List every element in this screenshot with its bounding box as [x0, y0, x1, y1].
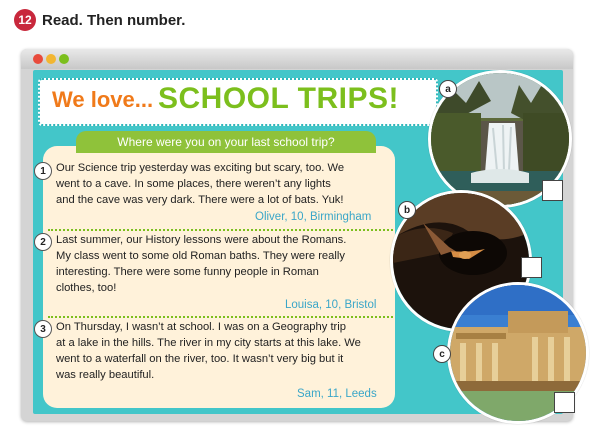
- answer-box-c[interactable]: [554, 392, 575, 413]
- entry-number-2: 2: [34, 233, 52, 251]
- entry-line: Last summer, our History lessons were about the Romans.: [56, 234, 347, 246]
- entry-line: On Thursday, I wasn’t at school. I was on a Geography trip: [56, 321, 346, 333]
- entry-line: went to a cave. In some places, there weren’t any lights: [56, 178, 331, 190]
- answer-box-a[interactable]: [542, 180, 563, 201]
- close-dot-icon: [33, 54, 43, 64]
- title-part1: We love...: [52, 87, 154, 112]
- entry-line: clothes, too!: [56, 282, 117, 294]
- answer-box-b[interactable]: [521, 257, 542, 278]
- question-tab: Where were you on your last school trip?: [76, 131, 376, 153]
- entry-line: at a lake in the hills. The river in my city starts at this lake. We: [56, 337, 361, 349]
- photo-letter-b: b: [398, 201, 416, 219]
- entry-2-author: Louisa, 10, Bristol: [285, 299, 377, 311]
- exercise-header: [14, 8, 185, 32]
- entry-number-1: 1: [34, 162, 52, 180]
- entry-line: went to a waterfall on the river, too. It wasn’t very big but it: [56, 353, 344, 365]
- minimize-dot-icon: [46, 54, 56, 64]
- divider: [48, 316, 393, 318]
- entry-line: was really beautiful.: [56, 369, 155, 381]
- entry-line: My class went to some old Roman baths. They were really: [56, 250, 345, 262]
- entry-1-author: Oliver, 10, Birmingham: [255, 211, 372, 223]
- exercise-number-badge: 12: [14, 9, 36, 31]
- entry-1-text: [56, 160, 376, 208]
- entry-2-text: [56, 232, 376, 296]
- entry-3-text: [56, 319, 386, 383]
- entry-3-author: Sam, 11, Leeds: [297, 388, 377, 400]
- entry-line: interesting. There were some funny people in Roman: [56, 266, 319, 278]
- entry-line: and the cave was very dark. There were a lot of bats. Yuk!: [56, 194, 344, 206]
- photo-letter-c: c: [433, 345, 451, 363]
- browser-titlebar: [21, 49, 573, 69]
- exercise-instruction: Read. Then number.: [42, 11, 186, 29]
- title-part2: SCHOOL TRIPS!: [158, 82, 399, 115]
- entry-line: Our Science trip yesterday was exciting but scary, too. We: [56, 162, 345, 174]
- entry-number-3: 3: [34, 320, 52, 338]
- divider: [48, 229, 393, 231]
- maximize-dot-icon: [59, 54, 69, 64]
- photo-letter-a: a: [439, 80, 457, 98]
